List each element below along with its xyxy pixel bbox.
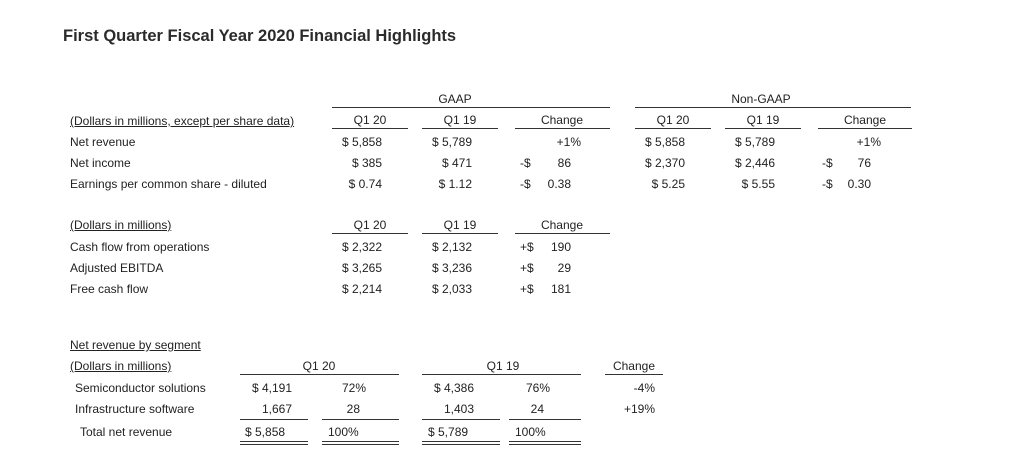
- cash-col-q119: Q1 19: [443, 218, 477, 232]
- gaap-col-q120: Q1 20: [353, 113, 387, 127]
- gaap-q120-value: $ 385: [351, 156, 382, 170]
- cash-q119-value: $ 2,033: [431, 282, 472, 296]
- nongaap-header-rule: [635, 107, 911, 108]
- row-label: Free cash flow: [70, 282, 149, 296]
- col-rule: [422, 374, 581, 375]
- nongaap-header: Non-GAAP: [731, 92, 791, 106]
- gaap-q120-value: $ 5,858: [341, 135, 382, 149]
- segment-col-q120: Q1 20: [302, 359, 336, 373]
- gaap-q119-value: $ 1.12: [438, 177, 472, 191]
- nongaap-q120-value: $ 2,370: [644, 156, 685, 170]
- nongaap-q120-value: $ 5,858: [644, 135, 685, 149]
- gaap-q120-value: $ 0.74: [348, 177, 382, 191]
- nongaap-col-q119: Q1 19: [746, 113, 780, 127]
- gaap-col-q119: Q1 19: [443, 113, 477, 127]
- total-double-rule: [322, 441, 399, 445]
- nongaap-q119-value: $ 5.55: [741, 177, 775, 191]
- row-label: Adjusted EBITDA: [70, 261, 164, 275]
- segment-label-header: (Dollars in millions): [70, 359, 172, 373]
- segment-q120-pct: 28: [346, 402, 360, 416]
- cash-q120-value: $ 2,322: [341, 240, 382, 254]
- nongaap-change-sign: -$: [822, 156, 833, 170]
- total-q119-value: $ 5,789: [428, 425, 469, 439]
- total-q120-pct: 100%: [328, 425, 359, 439]
- cash-q119-value: $ 3,236: [431, 261, 472, 275]
- subtotal-rule: [322, 419, 399, 420]
- cash-change-sign: +$: [520, 240, 534, 254]
- cash-q120-value: $ 2,214: [341, 282, 382, 296]
- gaap-change-sign: -$: [520, 156, 531, 170]
- subtotal-rule: [422, 419, 500, 420]
- cash-q120-value: $ 3,265: [341, 261, 382, 275]
- cash-change-value: 29: [557, 261, 571, 275]
- gaap-q119-value: $ 5,789: [431, 135, 472, 149]
- segment-q119-pct: 24: [530, 402, 544, 416]
- total-row-label: Total net revenue: [80, 425, 173, 439]
- cash-col-q120: Q1 20: [353, 218, 387, 232]
- gaap-col-change: Change: [540, 113, 584, 127]
- col-rule: [240, 374, 399, 375]
- cash-q119-value: $ 2,132: [431, 240, 472, 254]
- col-rule: [422, 128, 498, 129]
- nongaap-q119-value: $ 2,446: [734, 156, 775, 170]
- subtotal-rule: [240, 419, 308, 420]
- row-label: Cash flow from operations: [70, 240, 210, 254]
- row-label: Semiconductor solutions: [75, 381, 206, 395]
- nongaap-change-value: 76: [857, 156, 871, 170]
- gaap-header: GAAP: [438, 92, 472, 106]
- cash-col-change: Change: [540, 218, 584, 232]
- nongaap-q120-value: $ 5.25: [651, 177, 685, 191]
- total-double-rule: [422, 441, 500, 445]
- gaap-header-rule: [332, 107, 610, 108]
- subtotal-rule: [509, 419, 581, 420]
- row-label: Net income: [70, 156, 131, 170]
- col-rule: [332, 128, 408, 129]
- col-rule: [515, 233, 610, 234]
- segment-col-change: Change: [612, 359, 656, 373]
- row-label: Earnings per common share - diluted: [70, 177, 267, 191]
- cash-change-sign: +$: [520, 261, 534, 275]
- nongaap-q119-value: $ 5,789: [734, 135, 775, 149]
- cash-change-value: 181: [550, 282, 571, 296]
- segment-q120-value: 1,667: [261, 402, 292, 416]
- nongaap-change-value: +1%: [856, 135, 881, 149]
- nongaap-change-sign: -$: [822, 177, 833, 191]
- col-rule: [422, 233, 498, 234]
- segment-q119-pct: 76%: [525, 381, 550, 395]
- gaap-change-value: 0.38: [547, 177, 571, 191]
- nongaap-col-q120: Q1 20: [656, 113, 690, 127]
- total-q119-pct: 100%: [515, 425, 546, 439]
- cash-change-sign: +$: [520, 282, 534, 296]
- nongaap-change-value: 0.30: [847, 177, 871, 191]
- row-label: Net revenue: [70, 135, 136, 149]
- total-q120-value: $ 5,858: [245, 425, 286, 439]
- gaap-q119-value: $ 471: [441, 156, 472, 170]
- cash-label-header: (Dollars in millions): [70, 218, 172, 232]
- page-title: First Quarter Fiscal Year 2020 Financial Highlights: [63, 27, 457, 45]
- segment-q119-value: 1,403: [443, 402, 474, 416]
- gaap-change-value: +1%: [556, 135, 581, 149]
- total-double-rule: [240, 441, 308, 445]
- segment-q120-value: $ 4,191: [251, 381, 292, 395]
- nongaap-col-change: Change: [843, 113, 887, 127]
- gaap-change-value: 86: [557, 156, 571, 170]
- segment-change-value: -4%: [633, 381, 655, 395]
- segment-section-title: Net revenue by segment: [70, 338, 201, 352]
- col-rule: [818, 128, 912, 129]
- col-rule: [635, 128, 711, 129]
- col-rule: [725, 128, 801, 129]
- row-label: Infrastructure software: [75, 402, 195, 416]
- cash-change-value: 190: [550, 240, 571, 254]
- col-rule: [605, 374, 663, 375]
- col-rule: [332, 233, 408, 234]
- segment-q120-pct: 72%: [341, 381, 366, 395]
- col-rule: [515, 128, 610, 129]
- segment-q119-value: $ 4,386: [433, 381, 474, 395]
- highlights-label-header: (Dollars in millions, except per share data): [70, 114, 295, 128]
- gaap-change-sign: -$: [520, 177, 531, 191]
- total-double-rule: [509, 441, 581, 445]
- segment-change-value: +19%: [623, 402, 655, 416]
- segment-col-q119: Q1 19: [486, 359, 520, 373]
